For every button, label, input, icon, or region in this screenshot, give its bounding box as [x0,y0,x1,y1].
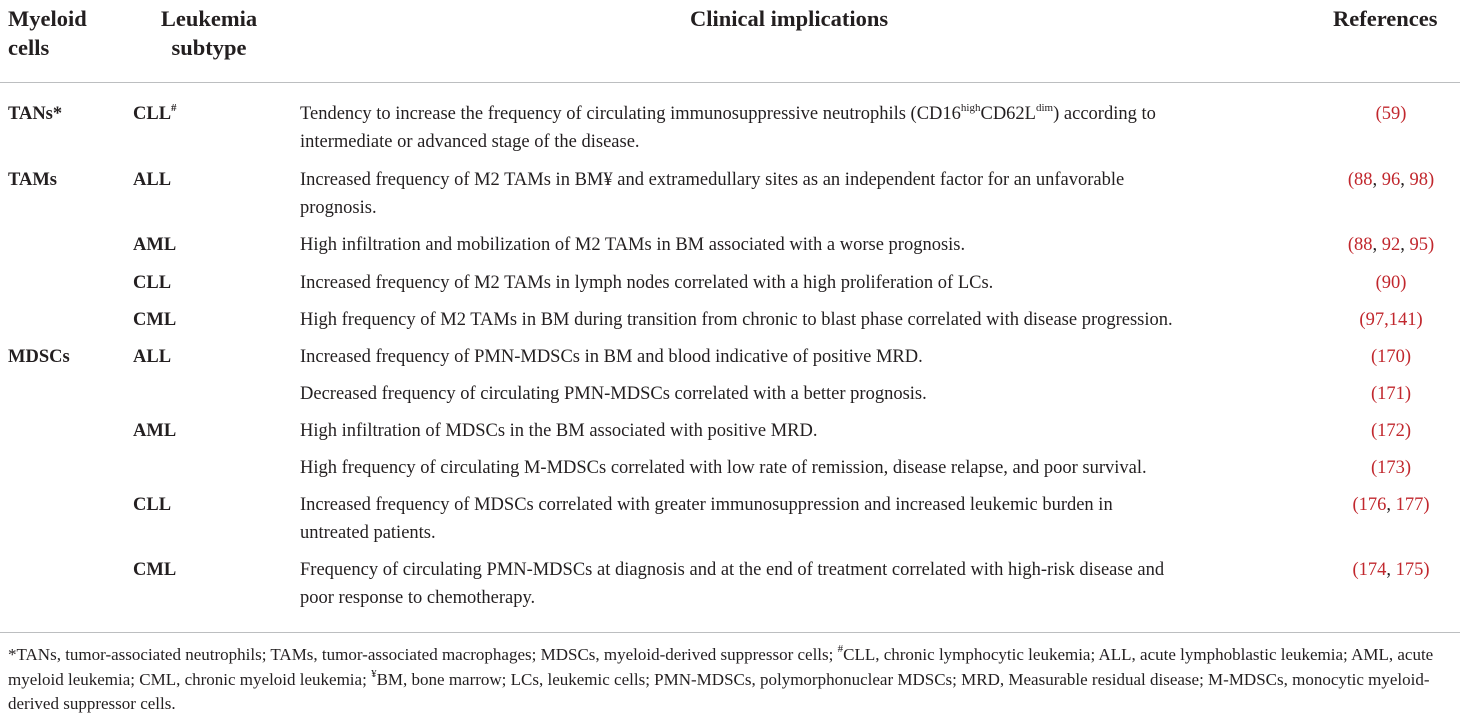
reference-link[interactable]: 88 [1354,235,1373,255]
row-references: (170) [1370,347,1412,367]
row-references: (90) [1375,273,1407,293]
reference-link[interactable]: 176 [1358,495,1387,515]
header-myeloid-cells: Myeloid cells [8,6,87,60]
row-clinical-implication: Increased frequency of PMN-MDSCs in BM and blood indicative of positive MRD. [300,347,923,367]
reference-link[interactable]: 96 [1381,170,1401,190]
reference-link[interactable]: 171 [1377,384,1405,404]
header-references: References [1333,6,1438,31]
row-clinical-implication: Tendency to increase the frequency of circulating immunosuppressive neutrophils $(CD16^{high}CD62L^{dim})$ according to intermediate or advanced stage of the disease. [300,101,1156,152]
reference-link[interactable]: 175 [1395,560,1424,580]
row-references: (174, 175) [1352,560,1430,580]
header-leukemia-subtype: Leukemia subtype [160,6,258,60]
reference-link[interactable]: 88 [1354,170,1373,190]
row-clinical-implication: High frequency of M2 TAMs in BM during transition from chronic to blast phase correlated with disease progression. [300,310,1173,330]
row-references: (176, 177) [1352,495,1430,515]
row-clinical-implication: Decreased frequency of circulating PMN-MDSCs correlated with a better prognosis. [300,384,927,404]
row-clinical-implication: Frequency of circulating PMN-MDSCs at diagnosis and at the end of treatment correlated with high-risk disease and poor response to chemotherapy. [300,560,1165,608]
reference-link[interactable]: 97,141 [1365,310,1417,330]
row-myeloid-cell: TAMs [8,170,57,190]
row-clinical-implication: High infiltration and mobilization of M2 TAMs in BM associated with a worse prognosis. [300,235,966,255]
reference-link[interactable]: 90 [1381,273,1401,293]
row-leukemia-subtype: CLL [133,495,172,515]
reference-link[interactable]: 177 [1395,495,1424,515]
row-leukemia-subtype: CML [133,310,177,330]
reference-link[interactable]: 174 [1358,560,1387,580]
row-references: (59) [1375,104,1407,124]
reference-link[interactable]: 172 [1377,421,1405,441]
row-clinical-implication: High frequency of circulating M-MDSCs correlated with low rate of remission, disease relapse, and poor survival. [300,458,1147,478]
row-leukemia-subtype: CLL# [133,101,177,124]
footnote-text: *TANs, tumor-associated neutrophils; TAMs, tumor-associated macrophages; MDSCs, myeloid-derived suppressor cells; #CLL, chronic lymphocytic leukemia; ALL, acute lymphoblastic leukemia; AML, acute myeloid leukemia; CML, chronic myeloid leukemia; ¥BM, bone marrow; LCs, leukemic cells; PMN-MDSCs, polymorphonuclear MDSCs; MRD, Measurable residual disease; M-MDSCs, monocytic myeloid-derived suppressor cells. [8,643,1434,713]
row-references: (173) [1370,458,1412,478]
row-references: (88, 92, 95) [1347,235,1435,255]
reference-link[interactable]: 170 [1377,347,1405,367]
row-leukemia-subtype: CLL [133,273,172,293]
row-references: (97,141) [1359,310,1423,330]
row-references: (172) [1370,421,1412,441]
reference-link[interactable]: 59 [1381,104,1401,124]
row-clinical-implication: Increased frequency of M2 TAMs in lymph nodes correlated with a high proliferation of LCs. [300,273,994,293]
row-leukemia-subtype: CML [133,560,177,580]
row-references: (88, 96, 98) [1347,170,1435,190]
row-references: (171) [1370,384,1412,404]
header-clinical-implications: Clinical implications [690,6,889,31]
row-leukemia-subtype: AML [133,421,177,441]
row-clinical-implication: Increased frequency of MDSCs correlated with greater immunosuppression and increased leukemic burden in untreated patients. [300,495,1113,543]
row-clinical-implication: Increased frequency of M2 TAMs in BM¥ and extramedullary sites as an independent factor for an unfavorable prognosis. [300,170,1125,218]
row-myeloid-cell: TANs* [8,104,63,124]
reference-link[interactable]: 98 [1409,170,1428,190]
header-rule [0,82,1460,83]
reference-link[interactable]: 92 [1381,235,1401,255]
row-myeloid-cell: MDSCs [8,347,70,367]
footer-rule [0,632,1460,633]
row-leukemia-subtype: AML [133,235,177,255]
row-leukemia-subtype: ALL [133,347,172,367]
reference-link[interactable]: 95 [1409,235,1428,255]
table-footnote [8,643,1456,717]
row-leukemia-subtype: ALL [133,170,172,190]
reference-link[interactable]: 173 [1377,458,1405,478]
row-clinical-implication: High infiltration of MDSCs in the BM associated with positive MRD. [300,421,818,441]
